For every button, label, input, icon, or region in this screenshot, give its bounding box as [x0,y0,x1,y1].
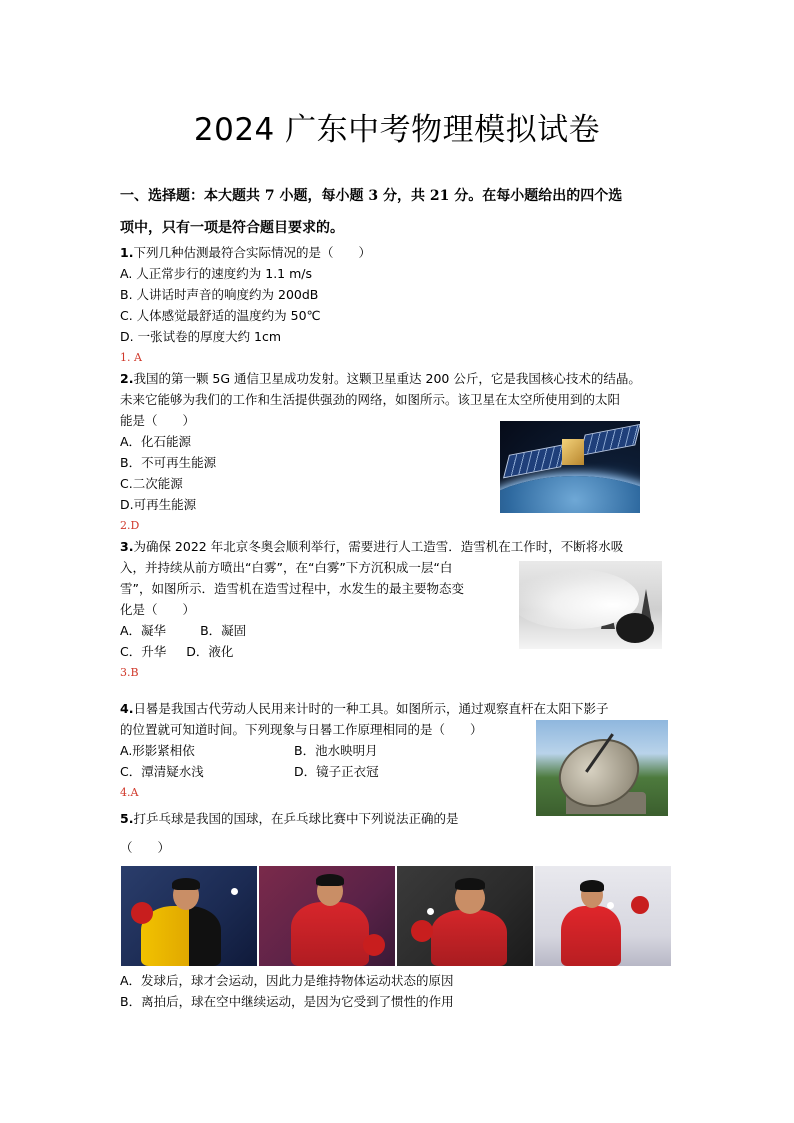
question-3-options-row-1: A．凝华 B．凝固 [120,623,247,638]
earth-shape [500,476,640,513]
question-1-option-b: B. 人讲话时声音的响度约为 200dB [120,287,319,302]
question-2-option-a: A．化石能源 [120,434,192,449]
player-shirt [561,906,621,966]
paddle [131,902,153,924]
question-5-option-b: B．离拍后，球在空中继续运动，是因为它受到了惯性的作用 [120,994,454,1009]
question-2-stem-line-2: 未来它能够为我们的工作和生活提供强劲的网络，如图所示。该卫星在太空所使用到的太阳 [120,392,621,407]
question-1-option-c: C. 人体感觉最舒适的温度约为 50℃ [120,308,321,323]
snow-cannon [616,613,654,643]
question-4-option-b: B．池水映明月 [294,743,378,758]
player-hair [580,880,604,892]
exam-title: 2024 广东中考物理模拟试卷 [193,112,601,148]
question-2-stem-line-1: 2.我国的第一颗 5G 通信卫星成功发射。这颗卫星重达 200 公斤，它是我国核心技术的结晶。 [120,371,641,386]
question-4-stem-line-2: 的位置就可知道时间。下列现象与日晷工作原理相同的是（ ） [120,722,483,737]
solar-panel-left [503,444,567,479]
question-2-option-d: D.可再生能源 [120,497,197,512]
question-4-option-c: C．潭清疑水浅 [120,764,204,779]
paddle [363,934,385,956]
player-hair [455,878,485,890]
table-tennis-photo-1 [121,866,257,966]
table-tennis-photo-4 [535,866,671,966]
question-1-stem: 1.下列几种估测最符合实际情况的是（ ） [120,245,371,260]
table-tennis-photo-3 [397,866,533,966]
paddle [411,920,433,942]
question-3-answer: 3.B [120,666,139,679]
question-4-option-d: D．镜子正衣冠 [294,764,379,779]
ball [427,908,434,915]
satellite-image [500,421,640,513]
section-line-1: 一、选择题：本大题共 7 小题，每小题 3 分，共 21 分。在每小题给出的四个选 [120,188,623,204]
question-4-stem-line-1: 4.日晷是我国古代劳动人民用来计时的一种工具。如图所示，通过观察直杆在太阳下影子 [120,701,609,716]
player-shirt [431,910,507,966]
player-shirt [291,902,369,966]
solar-panel-right [579,424,640,456]
player-hair [172,878,200,890]
question-2-stem-line-3: 能是（ ） [120,413,196,428]
player-hair [316,874,344,886]
question-2-answer: 2.D [120,519,140,532]
table-tennis-photo-2 [259,866,395,966]
ball [607,902,614,909]
question-5-stem-line-1: 5.打乒乓球是我国的国球，在乒乓球比赛中下列说法正确的是 [120,811,459,826]
question-1-answer: 1. A [120,351,142,364]
question-3-stem-line-2: 入，并持续从前方喷出“白雾”，在“白雾”下方沉积成一层“白 [120,560,453,575]
question-3-options-row-2: C．升华 D．液化 [120,644,234,659]
question-1-option-d: D. 一张试卷的厚度大约 1cm [120,329,282,344]
section-instructions [120,180,680,244]
question-1-option-a: A. 人正常步行的速度约为 1.1 m/s [120,266,313,281]
paddle [631,896,649,914]
question-3-stem-line-3: 雪”，如图所示．造雪机在造雪过程中，水发生的最主要物态变 [120,581,464,596]
question-5-option-a: A．发球后，球才会运动，因此力是维持物体运动状态的原因 [120,973,454,988]
question-5-stem-line-2: （ ） [120,840,171,855]
snow-machine-image [519,561,662,649]
sundial-image [536,720,668,816]
question-4-option-a: A.形影紧相依 [120,743,195,758]
question-2-option-c: C.二次能源 [120,476,183,491]
player-shirt [141,906,221,966]
question-4-answer: 4.A [120,786,139,799]
satellite-body [562,439,584,465]
question-3-stem-line-1: 3.为确保 2022 年北京冬奥会顺利举行，需要进行人工造雪．造雪机在工作时，不断将水吸 [120,539,624,554]
question-2-option-b: B．不可再生能源 [120,455,217,470]
ball [231,888,238,895]
question-3-stem-line-4: 化是（ ） [120,602,196,617]
section-line-2: 项中，只有一项是符合题目要求的。 [120,220,344,236]
